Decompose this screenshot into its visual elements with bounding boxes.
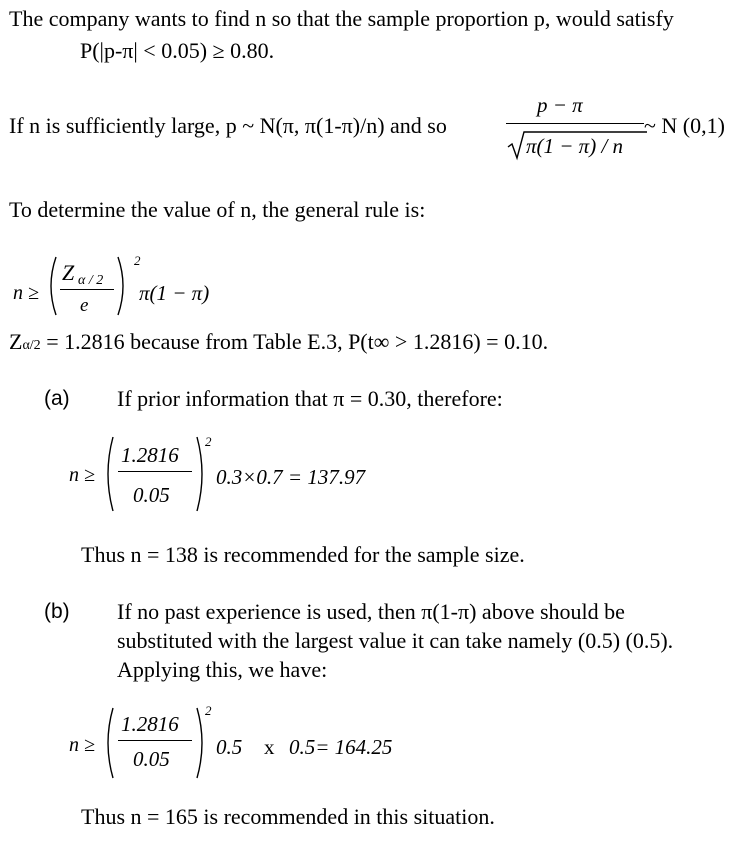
- intro-line-2: P(|p-π| < 0.05) ≥ 0.80.: [80, 38, 275, 63]
- sqrt-icon: [507, 131, 527, 161]
- dist-text: If n is sufficiently large, p ~ N(π, π(1-π)/n) and so: [9, 113, 447, 138]
- part-b-times: x: [264, 735, 275, 759]
- rule-text: To determine the value of n, the general rule is:: [9, 197, 426, 222]
- part-b-conclusion: Thus n = 165 is recommended in this situation.: [81, 804, 495, 829]
- part-b-numerator: 1.2816: [121, 712, 179, 736]
- left-paren-icon: [103, 707, 115, 779]
- part-b-line-2: substituted with the largest value it can take namely (0.5) (0.5).: [117, 628, 674, 653]
- part-b-tail-b: 0.5= 164.25: [289, 735, 393, 759]
- part-a-tail: 0.3×0.7 = 137.97: [216, 465, 366, 489]
- z-line: [9, 331, 548, 353]
- intro-line-1: The company wants to find n so that the sample proportion p, would satisfy: [9, 6, 674, 31]
- dist-numerator: p − π: [537, 93, 583, 117]
- part-b-line-1: If no past experience is used, then π(1-π) above should be: [117, 599, 625, 624]
- rule-z: Z: [62, 260, 75, 285]
- rule-tail: π(1 − π): [139, 281, 210, 305]
- part-a-label: (a): [44, 387, 70, 410]
- rule-e: e: [80, 295, 89, 316]
- z-text: = 1.2816 because from Table E.3, P(t∞ > 1.2816) = 0.10.: [40, 329, 549, 354]
- right-paren-icon: [116, 256, 128, 316]
- part-b-fraction-bar: [118, 740, 192, 741]
- part-a-denominator: 0.05: [133, 483, 170, 507]
- z-subscript: α/2: [22, 338, 41, 353]
- z-symbol: Z: [9, 329, 23, 354]
- rule-lhs: n ≥: [13, 282, 39, 304]
- part-a-conclusion: Thus n = 138 is recommended for the sample size.: [81, 542, 525, 567]
- part-a-numerator: 1.2816: [121, 443, 179, 467]
- dist-denominator: π(1 − π) / n: [526, 134, 624, 158]
- part-b-exponent: 2: [205, 703, 212, 718]
- part-b-label: (b): [44, 600, 70, 623]
- part-a-text: If prior information that π = 0.30, therefore:: [117, 386, 503, 411]
- left-paren-icon: [103, 436, 115, 512]
- rule-fraction-bar: [60, 289, 114, 290]
- dist-fraction-bar: [506, 123, 644, 124]
- part-a-fraction-bar: [118, 471, 192, 472]
- part-a-exponent: 2: [205, 434, 212, 449]
- part-b-line-3: Applying this, we have:: [117, 657, 328, 682]
- left-paren-icon: [46, 256, 58, 316]
- part-a-lhs: n ≥: [69, 464, 95, 486]
- rule-exponent: 2: [134, 253, 141, 268]
- rule-z-sub: α / 2: [78, 273, 104, 288]
- part-b-tail-a: 0.5: [216, 735, 243, 759]
- dist-result: ~ N (0,1): [644, 113, 725, 138]
- part-b-lhs: n ≥: [69, 734, 95, 756]
- part-b-denominator: 0.05: [133, 747, 170, 771]
